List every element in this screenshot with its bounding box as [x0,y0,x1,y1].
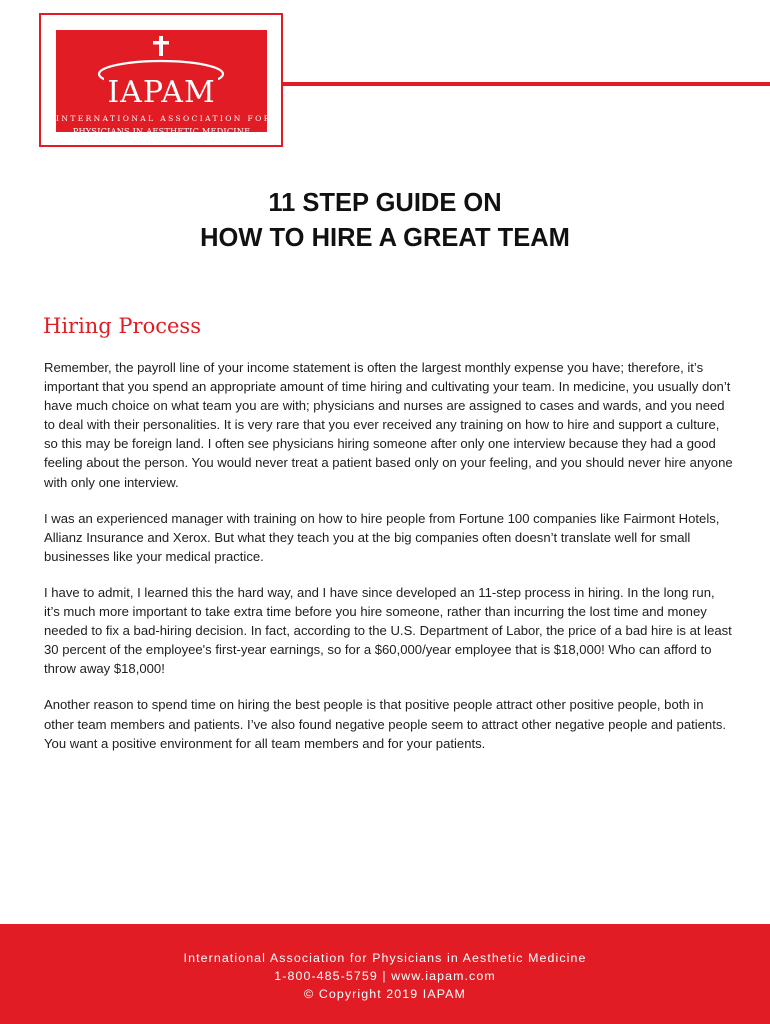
logo-subtitle-line1: INTERNATIONAL ASSOCIATION FOR [56,114,272,123]
page-title-line2: HOW TO HIRE A GREAT TEAM [200,224,570,252]
paragraph: I was an experienced manager with training on how to hire people from Fortune 100 companies like Fairmont Hotels, Allianz Insurance and Xerox. But what they teach you at the big companies often doesn’t translate well for small businesses like your medical practice. [44,510,720,564]
body-text [44,358,734,770]
logo-name: IAPAM [107,75,216,110]
footer-copyright: © Copyright 2019 IAPAM [304,987,466,1001]
logo-frame [39,13,283,147]
footer [0,924,770,1024]
page-title [0,186,770,256]
paragraph: Remember, the payroll line of your income statement is often the largest monthly expense you have; therefore, it’s important that you spend an appropriate amount of time hiring and cultivating your team. In medicine, you usually don’t have much choice on what team you are with; physicians and nurses are assigned to cases and wards, and you need to deal with their personalities. It is very rare that you ever received any training on how to hire and support a culture, so this may be foreign land. I often see physicians hiring someone after only one interview because they had a good feeling about the person. You would never treat a patient based only on your feeling, and you should never hire anyone with only one interview. [44,360,733,490]
logo-subtitle-line2: PHYSICIANS IN AESTHETIC MEDICINE [72,126,251,136]
paragraph: I have to admit, I learned this the hard way, and I have since developed an 11-step process in hiring. In the long run, it’s much more important to take extra time before you hire someone, rather than incurring the lost time and money needed to fix a bad-hiring decision. In fact, according to the U.S. Department of Labor, the price of a bad hire is at least 30 percent of the employee's first-year earnings, so for a $60,000/year employee that is $18,000! Who can afford to throw away $18,000! [44,584,732,677]
section-heading: Hiring Process [43,314,201,338]
iapam-logo [56,30,272,136]
paragraph: Another reason to spend time on hiring the best people is that positive people attract other positive people, both in other team members and patients. I’ve also found negative people seem to attract other negative people and patients. You want a positive environment for all team members and for your patients. [44,697,727,751]
footer-org: International Association for Physicians in Aesthetic Medicine [183,951,587,965]
header-rule [280,82,770,86]
footer-contact: 1-800-485-5759 | www.iapam.com [274,969,496,983]
page-title-line1: 11 STEP GUIDE ON [268,189,502,217]
